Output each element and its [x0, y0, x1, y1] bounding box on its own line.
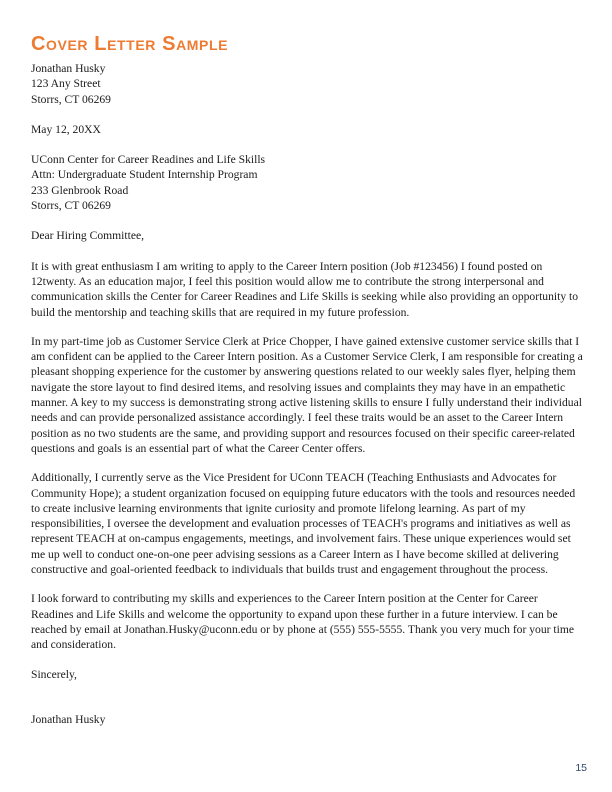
body-paragraph-4: I look forward to contributing my skills and experiences to the Career Intern position at the Center for Career Readines and Life Skills and welcome the opportunity to expand upon these further in a future interview. I can be reached by email at Jonathan.Husky@uconn.edu or by phone at (555) 555-5555. Thank you very much for your time and consideration. [31, 592, 574, 652]
recipient-street: 233 Glenbrook Road [31, 183, 129, 197]
sender-address [31, 61, 583, 107]
recipient-org: UConn Center for Career Readines and Life Skills [31, 153, 266, 167]
recipient-city-state-zip: Storrs, CT 06269 [31, 199, 111, 213]
page-number: 15 [575, 762, 587, 774]
body-paragraph-2: In my part-time job as Customer Service Clerk at Price Chopper, I have gained extensive customer service skills that I am confident can be applied to the Career Intern position. As a Customer Service Clerk, I am responsible for creating a pleasant shopping experience for the customer by answering questions related to our weekly sales flyer, helping them navigate the store layout to find desired items, and resolving issues and complaints they may have in an empathetic manner. A key to my success is demonstrating strong active listening skills to ensure I fully understand their individual needs and can provide personalized assistance accordingly. I feel these traits would be an asset to the Career Intern position as no two students are the same, and providing support and resources focused on their specific career-related questions and goals is an essential part of what the Career Center offers. [31, 334, 583, 455]
recipient-address [31, 152, 583, 213]
signature: Jonathan Husky [31, 712, 106, 726]
page-title: Cover Letter Sample [31, 33, 229, 55]
closing: Sincerely, [31, 667, 77, 681]
body-paragraph-3: Additionally, I currently serve as the Vice President for UConn TEACH (Teaching Enthusiasts and Advocates for Community Hope); a student organization focused on equipping future educators with the tools and resources needed to create inclusive learning environments that ignite curiosity and promote lifelong learning. As part of my responsibilities, I oversee the development and evaluation processes of TEACH's programs and initiatives as well as represent TEACH at on-campus engagements, meetings, and involvement fairs. These unique experiences would set me up well to conduct one-on-one peer advising sessions as a Career Intern as I have become skilled at delivering constructive and goal-oriented feedback to individuals that builds trust and engagement throughout the process. [31, 471, 576, 577]
salutation: Dear Hiring Committee, [31, 229, 145, 243]
recipient-attn: Attn: Undergraduate Student Internship Program [31, 168, 258, 182]
cover-letter-body [31, 61, 583, 727]
sender-street: 123 Any Street [31, 77, 101, 91]
sender-name: Jonathan Husky [31, 62, 106, 75]
letter-date: May 12, 20XX [31, 122, 101, 136]
sender-city-state-zip: Storrs, CT 06269 [31, 92, 111, 106]
body-paragraph-1: It is with great enthusiasm I am writing to apply to the Career Intern position (Job #123456) I found posted on 12twenty. As an education major, I feel this position would allow me to contribute the strong interpersonal and communication skills the Center for Career Readines and Life Skills is seeking while also providing an opportunity to build the mentorship and teaching skills that are required in my future profession. [31, 259, 579, 319]
